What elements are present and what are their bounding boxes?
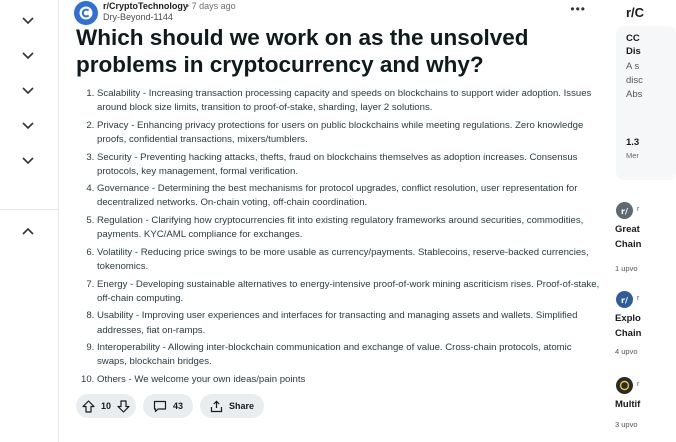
- share-label: Share: [229, 401, 255, 411]
- post-actions: [76, 394, 264, 418]
- chevron-down-icon[interactable]: [19, 12, 37, 30]
- sidebar-title[interactable]: r/C: [626, 5, 645, 20]
- coin-c-icon[interactable]: [74, 1, 98, 25]
- list-item: 4. Governance - Determining the best mechanisms for protocol upgrades, conflict resolution, user representation for decentralized networks. On-chain voting, off-chain coordination.: [97, 182, 602, 210]
- chevron-down-icon[interactable]: [19, 152, 37, 170]
- about-name-2: Dis: [626, 46, 641, 57]
- post-time: • 7 days ago: [186, 1, 236, 11]
- svg-text:r/: r/: [621, 296, 628, 305]
- related-title: Multif: [615, 399, 641, 410]
- subreddit-icon: [616, 377, 633, 394]
- chevron-down-icon[interactable]: [19, 82, 37, 100]
- post-body-list: [97, 87, 602, 391]
- about-name: CC: [626, 33, 640, 44]
- comment-icon: [153, 400, 167, 413]
- related-title: Great: [615, 224, 640, 235]
- share-icon: [210, 400, 223, 413]
- right-sidebar: [610, 0, 645, 442]
- post-meta: [74, 0, 602, 26]
- more-options-button[interactable]: •••: [570, 2, 586, 16]
- related-title: Chain: [615, 239, 642, 250]
- member-label: Mer: [626, 151, 639, 160]
- subreddit-name[interactable]: r/CryptoTechnology: [103, 1, 188, 11]
- downvote-icon[interactable]: [117, 400, 130, 413]
- list-item: 2. Privacy - Enhancing privacy protections for users on public blockchains while meeting regulations. Zero knowledge proofs, confidential transactions, mixers/tumblers.: [97, 119, 602, 147]
- about-card: [616, 26, 676, 180]
- list-item: 3. Security - Preventing hacking attacks, thefts, fraud on blockchains themselves as adoption increases. Consensus protocols, key management, formal verification.: [97, 151, 602, 179]
- list-item: 5. Regulation - Clarifying how cryptocurrencies fit into existing regulatory frameworks around securities, commodities, payments. KYC/AML compliance for exchanges.: [97, 214, 602, 242]
- post-title: Which should we work on as the unsolved problems in cryptocurrency and why?: [76, 25, 529, 77]
- chevron-down-icon[interactable]: [19, 117, 37, 135]
- share-button[interactable]: [200, 394, 264, 418]
- about-desc-line: A s: [626, 61, 640, 72]
- subreddit-icon: [616, 291, 633, 308]
- chevron-down-icon[interactable]: [19, 47, 37, 65]
- svg-text:r/: r/: [621, 207, 628, 216]
- related-post[interactable]: [614, 377, 654, 437]
- related-upvotes: 1 upvo: [615, 264, 638, 273]
- left-rail: [0, 0, 59, 442]
- list-item: 9. Interoperability - Allowing inter-blockchain communication and exchange of value. Cross-chain protocols, atomic swaps, blockchain bridges.: [97, 341, 602, 369]
- about-desc-line: Abs: [626, 89, 643, 100]
- related-subreddit: r: [637, 206, 640, 213]
- list-item: 6. Volatility - Reducing price swings to be more usable as currency/payments. Stablecoins, reserve-backed currencies, tokenomics.: [97, 246, 602, 274]
- vote-control: [76, 394, 136, 418]
- post-container: [74, 0, 602, 442]
- vote-count: 10: [101, 401, 112, 411]
- related-subreddit: r: [637, 381, 640, 388]
- member-count: 1.3: [626, 137, 640, 148]
- related-title: Chain: [615, 328, 642, 339]
- related-post[interactable]: [614, 291, 654, 361]
- comments-button[interactable]: [143, 394, 193, 418]
- author-name[interactable]: Dry-Beyond-1144: [103, 12, 173, 22]
- comment-count: 43: [173, 401, 184, 411]
- related-upvotes: 3 upvo: [615, 420, 638, 429]
- rail-divider: [0, 209, 58, 210]
- chevron-up-icon[interactable]: [19, 222, 37, 240]
- list-item: 1. Scalability - Increasing transaction processing capacity and speeds on blockchains to support wider adoption. Issues around block size limits, transition to proof-of-stake, sharding, layer 2 solutions.: [97, 87, 602, 115]
- related-subreddit: r: [637, 295, 640, 302]
- related-upvotes: 4 upvo: [615, 347, 638, 356]
- upvote-icon[interactable]: [82, 400, 95, 413]
- list-item: 7. Energy - Developing sustainable alternatives to energy-intensive proof-of-work mining ascriticism rises. Proof-of-stake, off-chain computing.: [97, 278, 602, 306]
- about-desc-line: disc: [626, 75, 643, 86]
- related-post[interactable]: [614, 202, 654, 272]
- list-item: 10. Others - We welcome your own ideas/pain points: [97, 373, 602, 387]
- related-title: Explo: [615, 313, 641, 324]
- list-item: 8. Usability - Improving user experiences and interfaces for transacting and managing assets and wallets. Simplified addresses, fiat on-ramps.: [97, 309, 602, 337]
- subreddit-icon: [616, 202, 633, 219]
